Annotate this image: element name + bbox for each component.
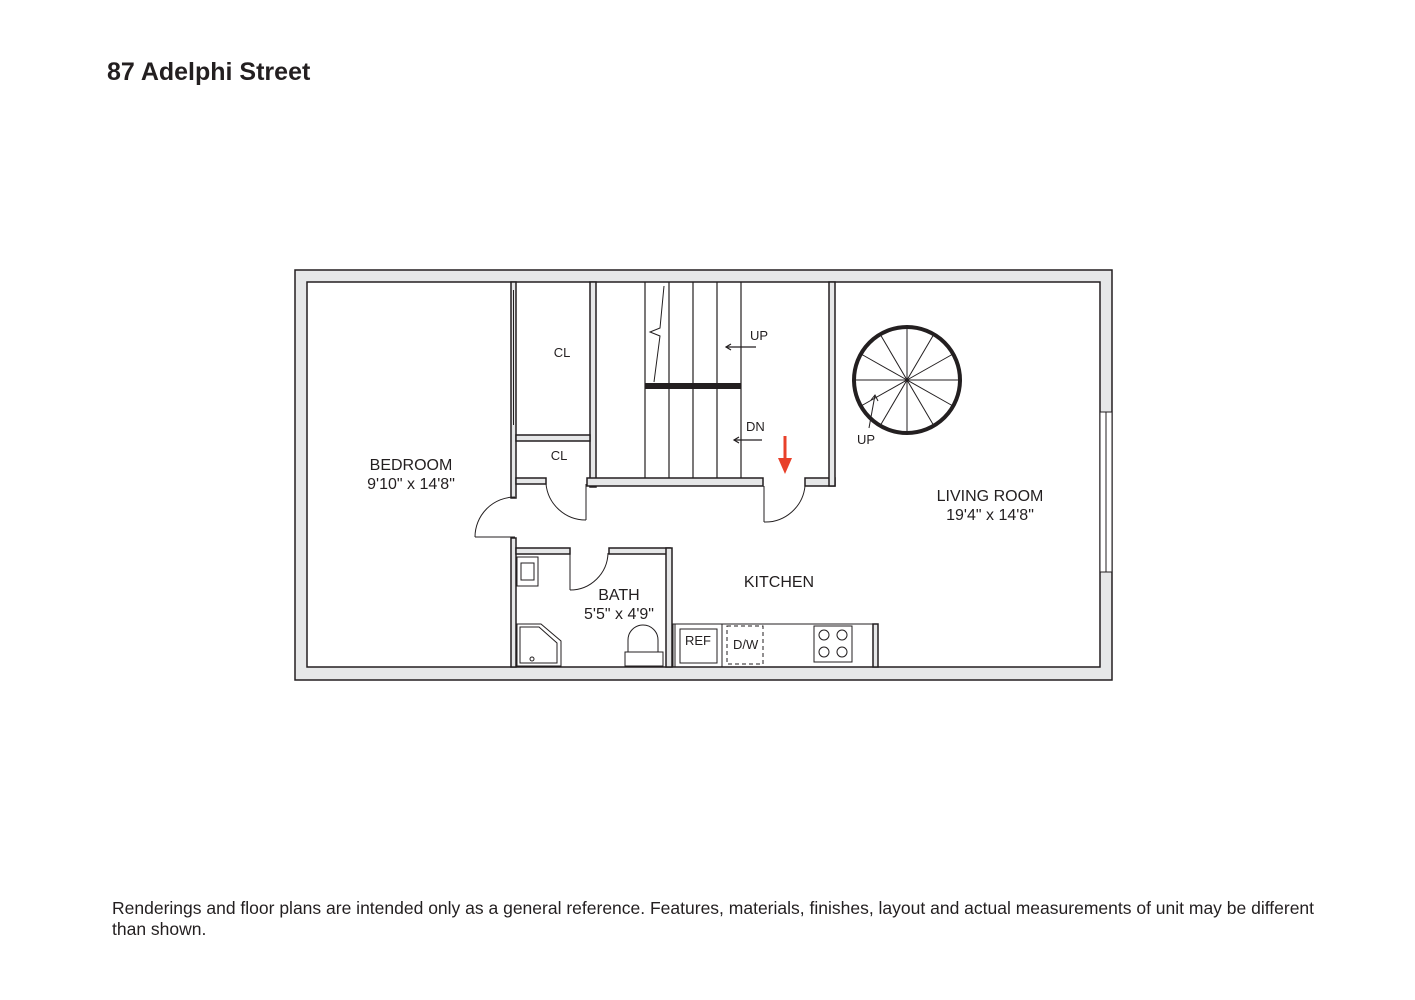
spiral-up-label: UP: [857, 432, 876, 447]
stair-right-wall: [829, 282, 835, 486]
bath-top-wall-left: [516, 548, 570, 554]
living-room-window: [1100, 412, 1112, 572]
shower-drain-icon: [530, 657, 534, 661]
toilet-tank-icon: [625, 652, 663, 666]
bedroom-wall-lower: [511, 538, 516, 667]
dishwasher-label: D/W: [733, 637, 759, 652]
living-room-dims: 19'4" x 14'8": [946, 507, 1034, 524]
stair-up-label: UP: [750, 328, 769, 343]
sink-basin: [521, 563, 534, 580]
toilet-bowl-icon: [628, 625, 658, 652]
disclaimer-text: Renderings and floor plans are intended only as a general reference. Features, materials, finishes, layout and actual measurements of unit may be different than shown.: [112, 898, 1315, 939]
bath-label: BATH: [598, 587, 640, 604]
spiral-stair: [854, 327, 960, 433]
burner-icon: [819, 647, 829, 657]
main-stair: [645, 282, 762, 478]
closet-divider-wall: [516, 435, 590, 441]
bath-dims: 5'5" x 4'9": [584, 606, 654, 623]
closet-lower-label: CL: [550, 448, 568, 463]
living-room-label: LIVING ROOM: [936, 488, 1044, 505]
bedroom-label: BEDROOM: [369, 457, 453, 474]
counter-end-wall: [873, 624, 878, 667]
shower-icon: [517, 624, 561, 666]
closet-upper-label: CL: [553, 345, 571, 360]
kitchen-label: KITCHEN: [743, 574, 815, 591]
stove-icon: [814, 626, 852, 662]
burner-icon: [837, 647, 847, 657]
stair-bottom-wall: [587, 478, 763, 486]
burner-icon: [837, 630, 847, 640]
closet-bottom-wall-left: [516, 478, 546, 484]
burner-icon: [819, 630, 829, 640]
sink-icon: [517, 557, 538, 586]
bath-top-wall-right: [609, 548, 670, 554]
closet-stair-wall: [590, 282, 596, 487]
bath-right-wall: [666, 548, 672, 667]
stair-down-label: DN: [746, 419, 765, 434]
entry-arrow-icon: [778, 436, 792, 474]
exterior-wall: [295, 270, 1112, 680]
walls: [295, 270, 1112, 680]
bedroom-dims: 9'10" x 14'8": [367, 476, 455, 493]
page-title: 87 Adelphi Street: [107, 58, 311, 86]
refrigerator-label: REF: [685, 633, 711, 648]
